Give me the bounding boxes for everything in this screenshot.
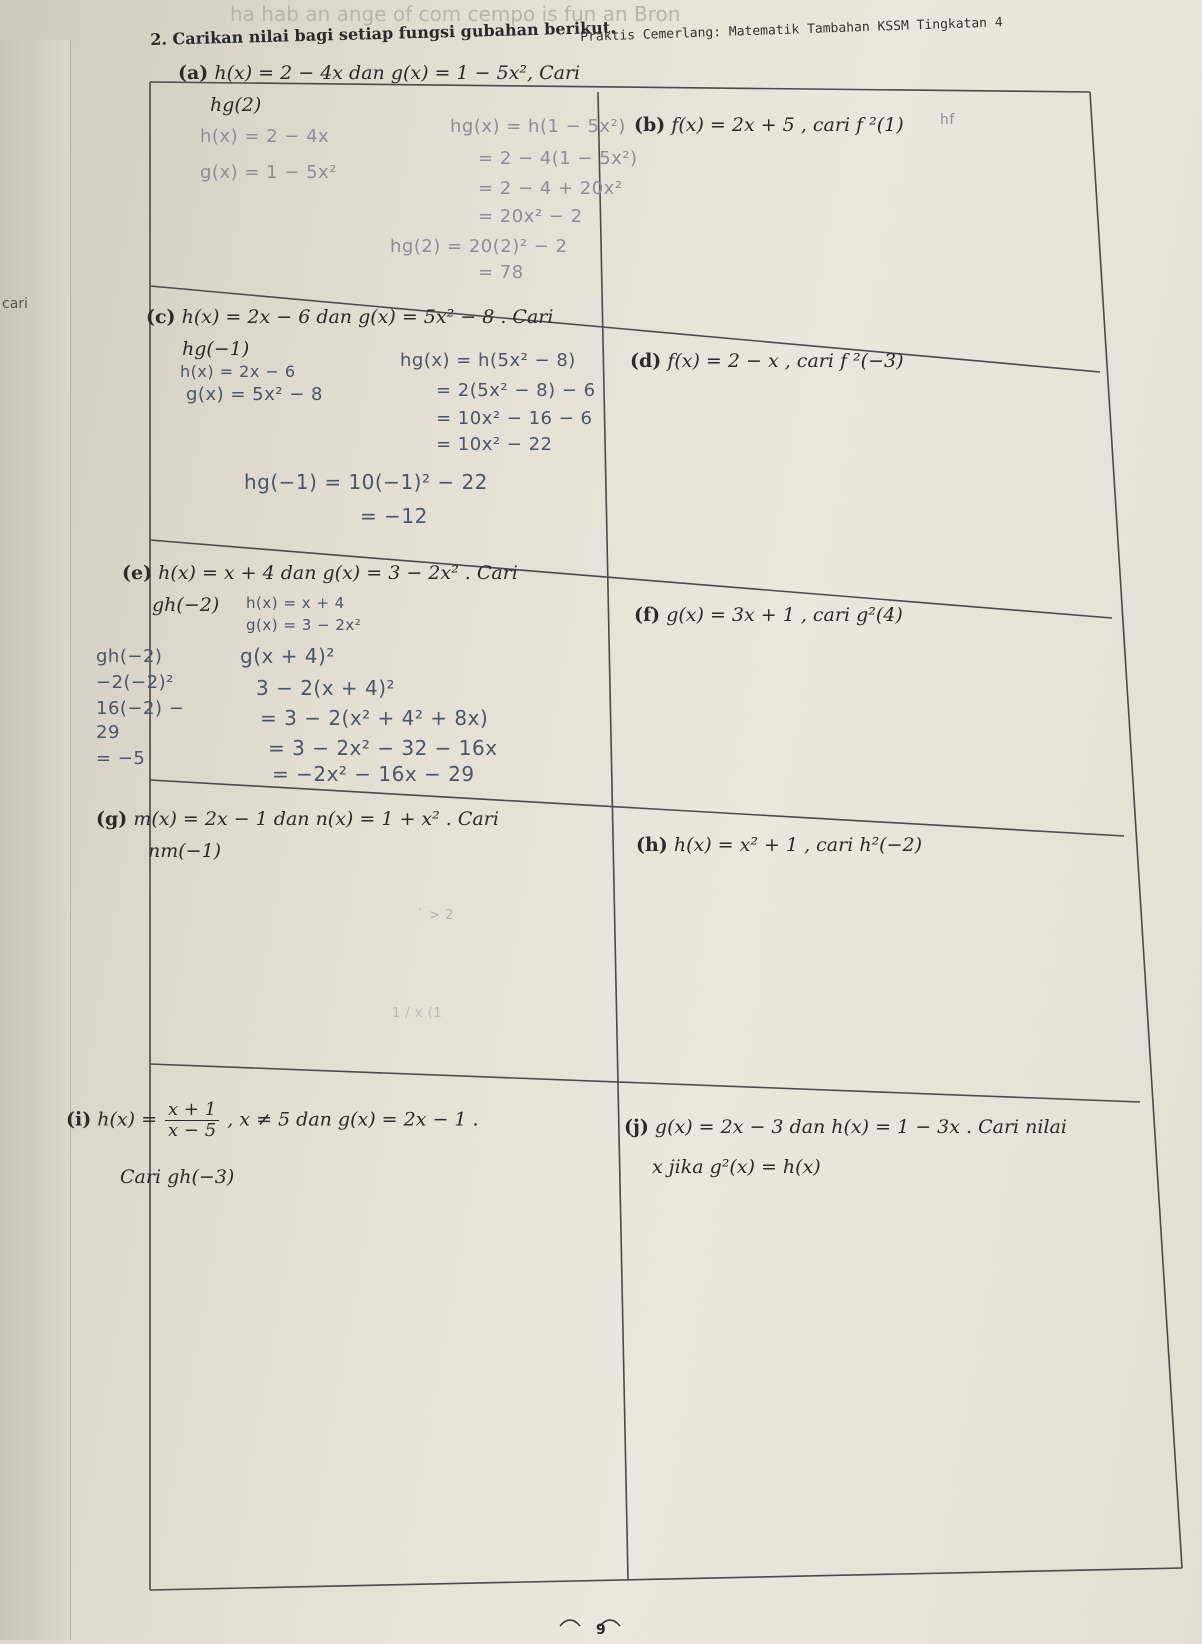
hw-a-line: hg(x) = h(1 − 5x²) (450, 116, 626, 137)
item-e-label: (e) (122, 562, 153, 584)
item-b-label: (b) (634, 114, 666, 136)
item-a-target: hg(2) (210, 94, 262, 116)
item-d (630, 350, 904, 372)
item-h-functions: h(x) = x² + 1 , cari h²(−2) (673, 834, 923, 856)
item-a-label: (a) (178, 62, 209, 84)
hw-c-line: hg(x) = h(5x² − 8) (400, 350, 576, 371)
item-a-functions: h(x) = 2 − 4x dan g(x) = 1 − 5x², Cari (214, 62, 581, 84)
item-h-label: (h) (636, 834, 668, 856)
page-number-ornament (560, 1620, 620, 1626)
item-j (624, 1116, 1067, 1138)
item-g-target: nm(−1) (148, 840, 222, 862)
item-e (122, 562, 518, 584)
faint-top-text: ha hab an ange of com cempo is fun an Bron (230, 2, 681, 26)
item-f-label: (f) (634, 604, 661, 626)
hw-a-line: = 78 (478, 262, 524, 283)
hw-e-line: = 3 − 2(x² + 4² + 8x) (260, 706, 489, 730)
hw-e-line: g(x) = 3 − 2x² (246, 616, 362, 634)
hw-e-line: 3 − 2(x + 4)² (256, 676, 396, 700)
item-j-functions: g(x) = 2x − 3 dan h(x) = 1 − 3x . Cari nilai (654, 1116, 1067, 1138)
item-h (636, 834, 922, 856)
item-d-label: (d) (630, 350, 662, 372)
item-c-target: hg(−1) (182, 338, 250, 360)
item-i-numerator: x + 1 (165, 1100, 219, 1121)
item-b (634, 114, 904, 136)
item-f (634, 604, 903, 626)
hw-e-line: = −5 (96, 748, 146, 769)
hw-e-line: 16(−2) − (96, 698, 185, 719)
hw-b-line: hf (940, 112, 955, 128)
hw-e-line: = −2x² − 16x − 29 (272, 762, 475, 786)
item-g (96, 808, 499, 830)
item-i-fraction (165, 1100, 219, 1141)
item-a (178, 62, 580, 84)
grid-line-right (1090, 92, 1182, 1568)
hw-c-line: = −12 (360, 504, 428, 528)
hw-e-line: = 3 − 2x² − 32 − 16x (268, 736, 498, 760)
item-i-label: (i) (66, 1108, 92, 1131)
hw-a-line: h(x) = 2 − 4x (200, 126, 330, 147)
hw-e-line: 29 (96, 722, 120, 743)
hw-e-line: −2(−2)² (96, 672, 174, 693)
item-j-target: x jika g²(x) = h(x) (652, 1156, 821, 1178)
question-title: 2. Carikan nilai bagi setiap fungsi gubahan berikut. (150, 17, 616, 49)
item-g-functions: m(x) = 2x − 1 dan n(x) = 1 + x² . Cari (133, 808, 499, 830)
item-i-function-name: h(x) = (97, 1108, 157, 1131)
hw-g-line: ̀ > 2 (424, 908, 454, 923)
hw-e-line: gh(−2) (96, 646, 163, 667)
item-b-functions: f(x) = 2x + 5 , cari f ²(1) (671, 114, 904, 136)
hw-c-line: hg(−1) = 10(−1)² − 22 (244, 470, 488, 494)
hw-a-line: g(x) = 1 − 5x² (200, 162, 337, 183)
grid-line-bottom (150, 1568, 1182, 1590)
item-g-label: (g) (96, 808, 128, 830)
item-e-target: gh(−2) (152, 594, 220, 616)
hw-c-line: h(x) = 2x − 6 (180, 362, 296, 381)
item-d-functions: f(x) = 2 − x , cari f ²(−3) (667, 350, 904, 372)
page-number: 9 (596, 1622, 606, 1638)
item-e-functions: h(x) = x + 4 dan g(x) = 3 − 2x² . Cari (158, 562, 518, 584)
hw-e-line: h(x) = x + 4 (246, 594, 345, 612)
item-i (66, 1100, 479, 1141)
item-c-functions: h(x) = 2x − 6 dan g(x) = 5x² − 8 . Cari (181, 306, 554, 328)
hw-c-line: = 2(5x² − 8) − 6 (436, 380, 596, 401)
hw-e-line: g(x + 4)² (240, 644, 335, 668)
hw-g-line: 1 / x (1 (392, 1006, 443, 1021)
item-f-functions: g(x) = 3x + 1 , cari g²(4) (666, 604, 903, 626)
hw-c-line: = 10x² − 22 (436, 434, 553, 455)
hw-a-line: hg(2) = 20(2)² − 2 (390, 236, 568, 257)
hw-c-line: g(x) = 5x² − 8 (186, 384, 323, 405)
hw-a-line: = 2 − 4 + 20x² (478, 178, 623, 199)
hw-a-line: = 20x² − 2 (478, 206, 583, 227)
hw-a-line: = 2 − 4(1 − 5x²) (478, 148, 638, 169)
item-c-label: (c) (146, 306, 176, 328)
item-j-label: (j) (624, 1116, 649, 1138)
side-note: cari (2, 296, 28, 312)
hw-c-line: = 10x² − 16 − 6 (436, 408, 593, 429)
item-i-functions: , x ≠ 5 dan g(x) = 2x − 1 . (227, 1108, 479, 1131)
item-i-denominator: x − 5 (168, 1120, 217, 1141)
grid-line-center (598, 92, 628, 1580)
item-c (146, 306, 553, 328)
book-header: Praktis Cemerlang: Matematik Tambahan KSSM Tingkatan 4 (580, 15, 1003, 45)
grid-line-row1 (150, 286, 1100, 372)
grid-line-row4 (150, 1064, 1140, 1102)
item-i-target: Cari gh(−3) (120, 1166, 235, 1188)
